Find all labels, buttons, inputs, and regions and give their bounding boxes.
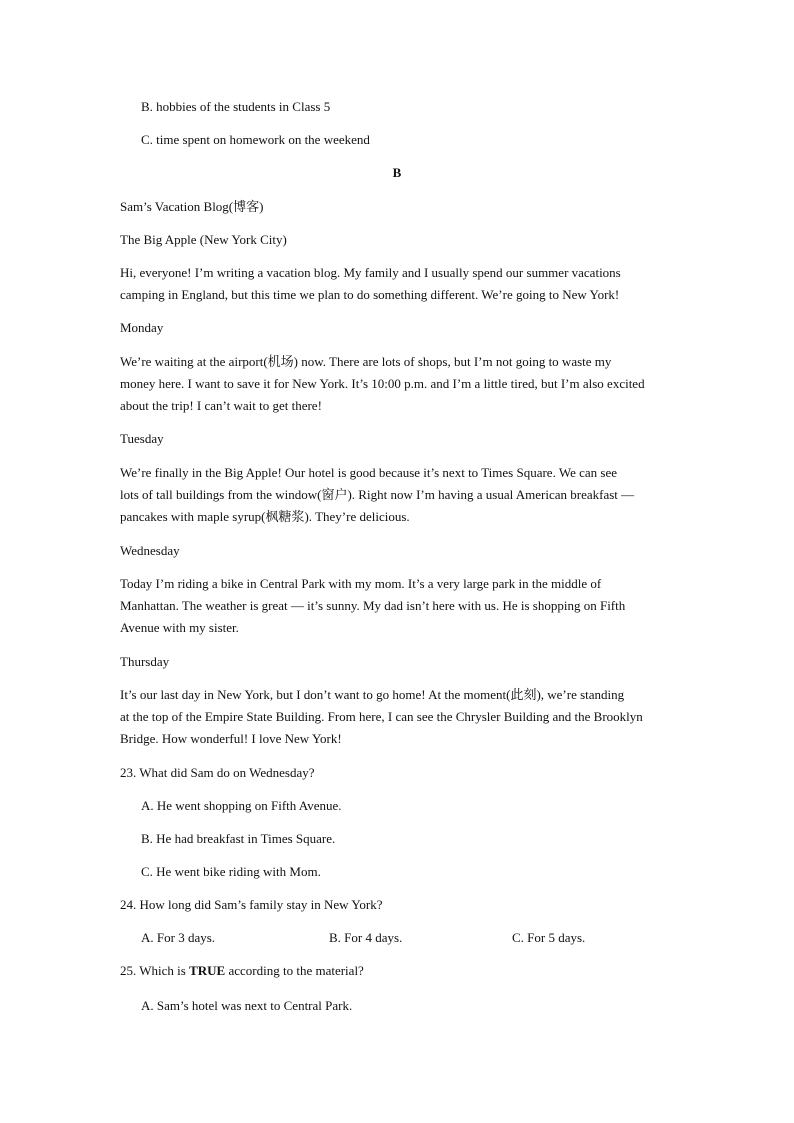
question-24-option-b: B. For 4 days. bbox=[329, 930, 403, 945]
question-23-option-b: B. He had breakfast in Times Square. bbox=[141, 831, 336, 846]
blog-subtitle: The Big Apple (New York City) bbox=[120, 232, 287, 247]
question-25-stem-prefix: 25. Which is bbox=[120, 963, 190, 978]
question-23-stem: 23. What did Sam do on Wednesday? bbox=[120, 765, 315, 780]
paragraph-line: It’s our last day in New York, but I don’t want to go home! At the moment(此刻), we’re standing bbox=[120, 687, 625, 702]
paragraph-line: Bridge. How wonderful! I love New York! bbox=[120, 731, 342, 747]
question-24-option-c: C. For 5 days. bbox=[512, 930, 586, 945]
monday-paragraph bbox=[120, 351, 674, 418]
paragraph-line: Manhattan. The weather is great — it’s sunny. My dad isn’t here with us. He is shopping on Fifth bbox=[120, 598, 626, 614]
day-heading-thursday: Thursday bbox=[120, 654, 170, 669]
paragraph-line: lots of tall buildings from the window(窗户). Right now I’m having a usual American breakfast — bbox=[120, 487, 635, 503]
question-24-stem: 24. How long did Sam’s family stay in New York? bbox=[120, 897, 383, 912]
blog-title: Sam’s Vacation Blog(博客) bbox=[120, 199, 264, 214]
tuesday-paragraph bbox=[120, 462, 674, 529]
paragraph-line: Avenue with my sister. bbox=[120, 620, 239, 636]
paragraph-line: money here. I want to save it for New York. It’s 10:00 p.m. and I’m a little tired, but I’m also excited bbox=[120, 376, 645, 392]
paragraph-line: Hi, everyone! I’m writing a vacation blog. My family and I usually spend our summer vacations bbox=[120, 265, 621, 280]
paragraph-line: We’re finally in the Big Apple! Our hotel is good because it’s next to Times Square. We can see bbox=[120, 465, 617, 480]
day-heading-monday: Monday bbox=[120, 320, 164, 335]
blog-intro-paragraph bbox=[120, 262, 674, 306]
day-heading-tuesday: Tuesday bbox=[120, 431, 164, 446]
question-24-option-a: A. For 3 days. bbox=[141, 930, 216, 945]
question-23-option-a: A. He went shopping on Fifth Avenue. bbox=[141, 798, 342, 813]
question-25-option-a: A. Sam’s hotel was next to Central Park. bbox=[141, 998, 353, 1013]
paragraph-line: Today I’m riding a bike in Central Park with my mom. It’s a very large park in the middle of bbox=[120, 576, 602, 591]
paragraph-line: We’re waiting at the airport(机场) now. There are lots of shops, but I’m not going to waste my bbox=[120, 354, 612, 369]
paragraph-line: about the trip! I can’t wait to get there! bbox=[120, 398, 322, 414]
paragraph-line: at the top of the Empire State Building. From here, I can see the Chrysler Building and the Brooklyn bbox=[120, 709, 643, 725]
thursday-paragraph bbox=[120, 684, 674, 751]
prev-question-option-c: C. time spent on homework on the weekend bbox=[141, 132, 370, 147]
section-label: B bbox=[392, 165, 402, 180]
question-25-stem bbox=[120, 963, 364, 979]
wednesday-paragraph bbox=[120, 573, 674, 640]
question-25-stem-emphasis: TRUE bbox=[189, 963, 226, 978]
question-25-stem-suffix: according to the material? bbox=[225, 963, 364, 978]
day-heading-wednesday: Wednesday bbox=[120, 543, 180, 558]
prev-question-option-b: B. hobbies of the students in Class 5 bbox=[141, 99, 331, 114]
paragraph-line: pancakes with maple syrup(枫糖浆). They’re delicious. bbox=[120, 509, 410, 525]
paragraph-line: camping in England, but this time we plan to do something different. We’re going to New York! bbox=[120, 287, 620, 303]
question-23-option-c: C. He went bike riding with Mom. bbox=[141, 864, 321, 879]
